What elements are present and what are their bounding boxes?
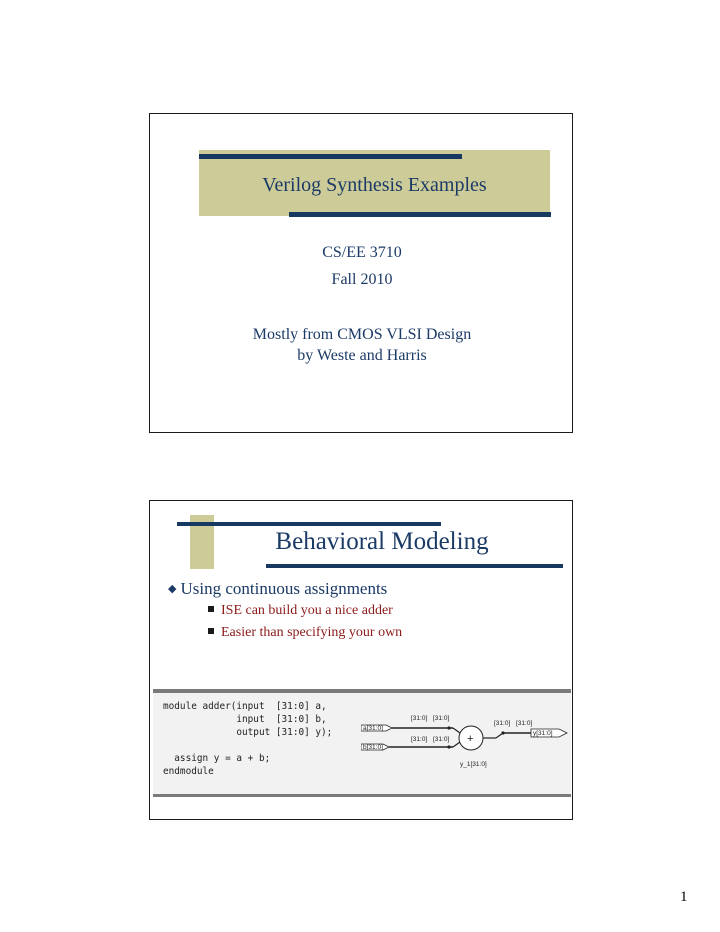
slide-2 bbox=[149, 500, 573, 820]
title-rule-top bbox=[199, 154, 462, 159]
bullet-text: Using continuous assignments bbox=[180, 579, 388, 598]
slide-1 bbox=[149, 113, 573, 433]
diamond-bullet-icon: ◆ bbox=[168, 583, 177, 595]
code-schematic-figure bbox=[153, 689, 571, 797]
bullet-item bbox=[168, 579, 387, 599]
verilog-code: module adder(input [31:0] a, input [31:0] b, output [31:0] y); assign y = a + b; endmodule bbox=[163, 701, 333, 777]
instance-label: y_1[31:0] bbox=[460, 761, 487, 768]
subbullet-text: ISE can build you a nice adder bbox=[221, 603, 393, 618]
title-rule-bottom bbox=[289, 212, 551, 217]
adder-schematic bbox=[361, 693, 571, 793]
input-b-label: b[31:0] bbox=[363, 744, 383, 751]
subbullet-item bbox=[208, 625, 402, 641]
bus-b-label: [31:0] bbox=[411, 736, 428, 743]
slide-title: Verilog Synthesis Examples bbox=[262, 174, 487, 196]
bus-b-label-2: [31:0] bbox=[433, 736, 450, 743]
bus-a-label: [31:0] bbox=[411, 715, 428, 722]
title-rule-top bbox=[177, 522, 441, 526]
square-bullet-icon bbox=[208, 628, 214, 634]
input-a-label: a[31:0] bbox=[363, 725, 383, 732]
subbullet-text: Easier than specifying your own bbox=[221, 625, 403, 640]
title-rule-bottom bbox=[266, 564, 563, 568]
plus-operator: + bbox=[467, 733, 474, 745]
square-bullet-icon bbox=[208, 606, 214, 612]
output-label: y[31:0] bbox=[533, 730, 553, 737]
subbullet-item bbox=[208, 603, 393, 619]
slide-title: Behavioral Modeling bbox=[275, 528, 489, 555]
source-line-2: by Weste and Harris bbox=[297, 347, 427, 364]
source-line-1: Mostly from CMOS VLSI Design bbox=[252, 326, 472, 343]
bus-out-label: [31:0] bbox=[494, 720, 511, 727]
page-number: 1 bbox=[680, 889, 688, 905]
course-code: CS/EE 3710 bbox=[322, 244, 402, 261]
bus-a-label-2: [31:0] bbox=[433, 715, 450, 722]
term: Fall 2010 bbox=[331, 271, 393, 288]
bus-out-label-2: [31:0] bbox=[516, 720, 533, 727]
